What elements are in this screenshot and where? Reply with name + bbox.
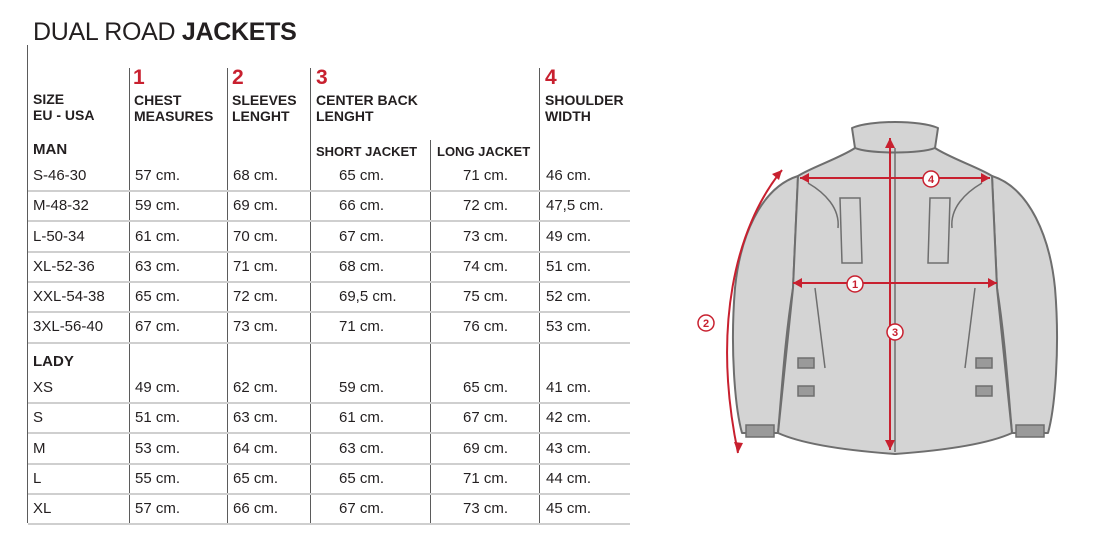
cell-short-jacket: 65 cm. bbox=[339, 167, 385, 184]
column-divider bbox=[227, 68, 228, 523]
cell-size: XXL-54-38 bbox=[33, 288, 105, 305]
cell-shoulder: 43 cm. bbox=[546, 440, 592, 457]
callout-number: 1 bbox=[851, 279, 859, 291]
cell-sleeves: 68 cm. bbox=[233, 167, 279, 184]
row-divider bbox=[28, 342, 630, 344]
cell-short-jacket: 59 cm. bbox=[339, 379, 385, 396]
cell-sleeves: 69 cm. bbox=[233, 197, 279, 214]
cell-short-jacket: 67 cm. bbox=[339, 500, 385, 517]
cell-size: M-48-32 bbox=[33, 197, 89, 214]
cell-short-jacket: 71 cm. bbox=[339, 318, 385, 335]
header-line: LENGHT bbox=[232, 108, 290, 124]
cell-sleeves: 71 cm. bbox=[233, 258, 279, 275]
column-header-center-back bbox=[316, 92, 418, 124]
row-divider bbox=[28, 493, 630, 495]
column-divider bbox=[27, 45, 28, 523]
cell-shoulder: 49 cm. bbox=[546, 228, 592, 245]
cell-chest: 65 cm. bbox=[135, 288, 181, 305]
cell-size: XS bbox=[33, 379, 54, 396]
cell-chest: 67 cm. bbox=[135, 318, 181, 335]
header-line: CENTER BACK bbox=[316, 92, 418, 108]
cell-size: XL-52-36 bbox=[33, 258, 95, 275]
row-divider bbox=[28, 523, 630, 525]
cell-sleeves: 64 cm. bbox=[233, 440, 279, 457]
cell-shoulder: 46 cm. bbox=[546, 167, 592, 184]
cell-short-jacket: 69,5 cm. bbox=[339, 288, 397, 305]
header-line: SLEEVES bbox=[232, 92, 297, 108]
jacket-illustration bbox=[690, 88, 1080, 508]
row-divider bbox=[28, 311, 630, 313]
row-divider bbox=[28, 251, 630, 253]
cell-short-jacket: 61 cm. bbox=[339, 409, 385, 426]
cell-short-jacket: 66 cm. bbox=[339, 197, 385, 214]
row-divider bbox=[28, 281, 630, 283]
cell-shoulder: 51 cm. bbox=[546, 258, 592, 275]
cell-sleeves: 62 cm. bbox=[233, 379, 279, 396]
callout-number: 4 bbox=[927, 174, 935, 186]
column-header-sleeves bbox=[232, 92, 297, 124]
cell-chest: 53 cm. bbox=[135, 440, 181, 457]
cell-size: 3XL-56-40 bbox=[33, 318, 104, 335]
section-label-man: MAN bbox=[33, 141, 68, 158]
cell-sleeves: 70 cm. bbox=[233, 228, 279, 245]
cell-chest: 51 cm. bbox=[135, 409, 181, 426]
cell-shoulder: 41 cm. bbox=[546, 379, 592, 396]
cell-sleeves: 66 cm. bbox=[233, 500, 279, 517]
title-bold: JACKETS bbox=[181, 18, 297, 46]
cell-sleeves: 63 cm. bbox=[233, 409, 279, 426]
column-header-chest bbox=[134, 92, 213, 124]
header-line: SIZE bbox=[33, 91, 65, 107]
callout-3 bbox=[887, 324, 903, 340]
cell-long-jacket: 72 cm. bbox=[463, 197, 509, 214]
cell-short-jacket: 65 cm. bbox=[339, 470, 385, 487]
callout-2 bbox=[698, 315, 714, 331]
cell-long-jacket: 76 cm. bbox=[463, 318, 509, 335]
row-divider bbox=[28, 432, 630, 434]
column-header-shoulder bbox=[545, 92, 624, 124]
row-divider bbox=[28, 402, 630, 404]
callout-1 bbox=[847, 276, 863, 292]
cell-shoulder: 45 cm. bbox=[546, 500, 592, 517]
header-line: CHEST bbox=[134, 92, 182, 108]
header-line: EU - USA bbox=[33, 107, 95, 123]
title-light: DUAL ROAD bbox=[33, 18, 182, 46]
cell-short-jacket: 67 cm. bbox=[339, 228, 385, 245]
cell-sleeves: 65 cm. bbox=[233, 470, 279, 487]
cell-chest: 63 cm. bbox=[135, 258, 181, 275]
section-label-lady: LADY bbox=[33, 353, 74, 370]
cell-short-jacket: 68 cm. bbox=[339, 258, 385, 275]
column-number: 4 bbox=[545, 66, 557, 89]
cell-long-jacket: 74 cm. bbox=[463, 258, 509, 275]
cell-sleeves: 73 cm. bbox=[233, 318, 279, 335]
cell-chest: 61 cm. bbox=[135, 228, 181, 245]
row-divider bbox=[28, 220, 630, 222]
column-number: 1 bbox=[133, 66, 145, 89]
cell-chest: 57 cm. bbox=[135, 167, 181, 184]
column-divider bbox=[430, 140, 431, 523]
cell-size: S bbox=[33, 409, 44, 426]
cell-sleeves: 72 cm. bbox=[233, 288, 279, 305]
cell-size: M bbox=[33, 440, 46, 457]
cell-size: L-50-34 bbox=[33, 228, 85, 245]
column-header-size bbox=[33, 91, 94, 123]
column-divider bbox=[129, 68, 130, 523]
subheader-long-jacket: LONG JACKET bbox=[437, 144, 531, 159]
header-line: WIDTH bbox=[545, 108, 591, 124]
column-divider bbox=[310, 68, 311, 523]
header-line: MEASURES bbox=[134, 108, 214, 124]
cell-size: L bbox=[33, 470, 42, 487]
cell-shoulder: 53 cm. bbox=[546, 318, 592, 335]
header-line: SHOULDER bbox=[545, 92, 624, 108]
column-number: 2 bbox=[232, 66, 244, 89]
column-divider bbox=[539, 68, 540, 523]
callout-number: 3 bbox=[891, 327, 899, 339]
cell-size: S-46-30 bbox=[33, 167, 87, 184]
cell-long-jacket: 73 cm. bbox=[463, 228, 509, 245]
cell-long-jacket: 75 cm. bbox=[463, 288, 509, 305]
cell-long-jacket: 73 cm. bbox=[463, 500, 509, 517]
header-line: LENGHT bbox=[316, 108, 374, 124]
cell-long-jacket: 71 cm. bbox=[463, 470, 509, 487]
cell-long-jacket: 71 cm. bbox=[463, 167, 509, 184]
row-divider bbox=[28, 463, 630, 465]
cell-shoulder: 42 cm. bbox=[546, 409, 592, 426]
callout-4 bbox=[923, 171, 939, 187]
cell-chest: 55 cm. bbox=[135, 470, 181, 487]
cell-long-jacket: 65 cm. bbox=[463, 379, 509, 396]
cell-long-jacket: 67 cm. bbox=[463, 409, 509, 426]
row-divider bbox=[28, 190, 630, 192]
cell-chest: 57 cm. bbox=[135, 500, 181, 517]
page-title bbox=[33, 18, 296, 47]
cell-shoulder: 47,5 cm. bbox=[546, 197, 604, 214]
cell-shoulder: 52 cm. bbox=[546, 288, 592, 305]
callout-number: 2 bbox=[702, 318, 710, 330]
cell-chest: 49 cm. bbox=[135, 379, 181, 396]
cell-short-jacket: 63 cm. bbox=[339, 440, 385, 457]
cell-long-jacket: 69 cm. bbox=[463, 440, 509, 457]
subheader-short-jacket: SHORT JACKET bbox=[316, 144, 418, 159]
column-number: 3 bbox=[316, 66, 328, 89]
cell-shoulder: 44 cm. bbox=[546, 470, 592, 487]
cell-size: XL bbox=[33, 500, 52, 517]
cell-chest: 59 cm. bbox=[135, 197, 181, 214]
